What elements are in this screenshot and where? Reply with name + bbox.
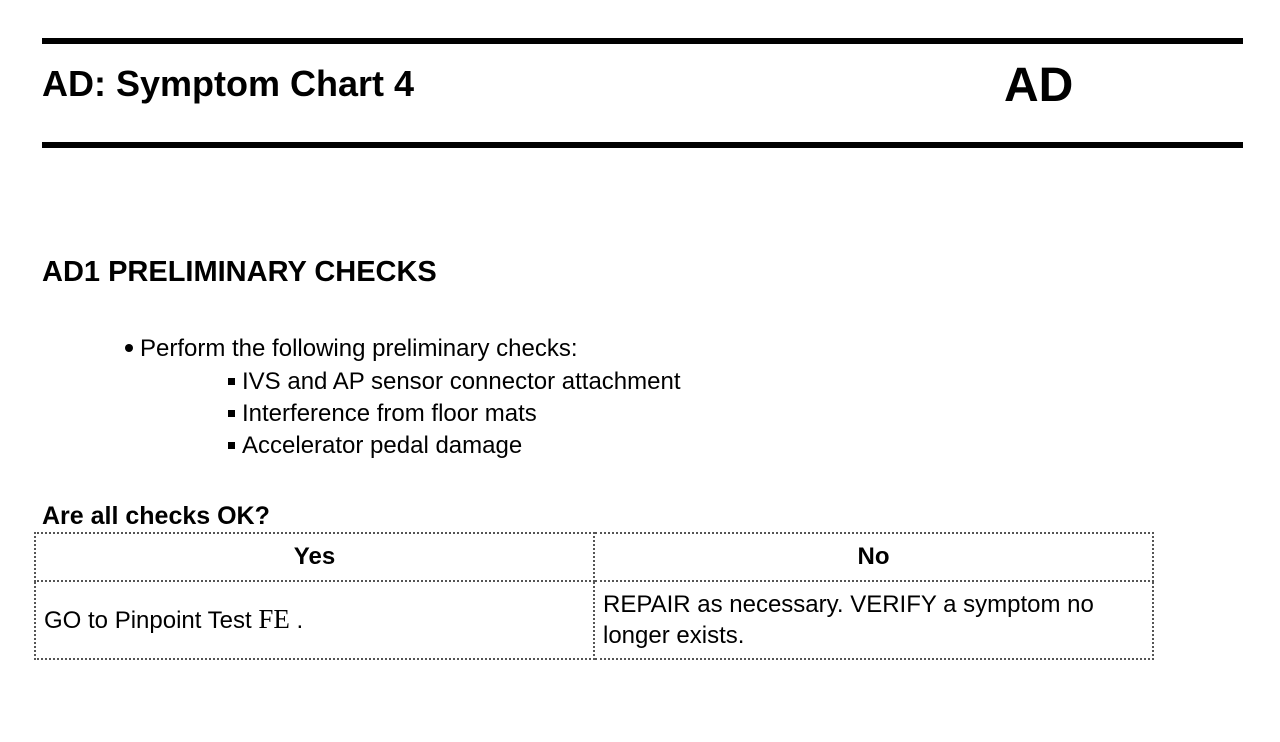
header-top-rule	[42, 38, 1243, 44]
preliminary-checks-bullet	[125, 334, 578, 364]
list-item	[228, 430, 681, 462]
bullet-text: Perform the following preliminary checks:	[140, 335, 578, 362]
header-bottom-rule	[42, 142, 1243, 148]
bullet-dot-icon	[125, 344, 133, 352]
list-item	[228, 398, 681, 430]
no-cell: REPAIR as necessary. VERIFY a symptom no longer exists.	[594, 581, 1153, 659]
yes-text: GO to Pinpoint Test	[44, 607, 259, 634]
square-bullet-icon	[228, 378, 235, 385]
list-item	[228, 366, 681, 398]
yes-cell	[35, 581, 594, 659]
section-heading: AD1 PRELIMINARY CHECKS	[42, 256, 437, 288]
answer-table	[34, 532, 1154, 660]
table-header-row	[35, 533, 1153, 581]
page-title: AD: Symptom Chart 4	[42, 63, 415, 104]
checks-list	[228, 366, 681, 462]
section-code: AD	[1004, 59, 1074, 112]
yes-text-suffix: .	[289, 607, 304, 634]
list-item-text: IVS and AP sensor connector attachment	[242, 368, 681, 395]
square-bullet-icon	[228, 410, 235, 417]
table-row	[35, 581, 1153, 659]
pinpoint-test-link[interactable]: FE	[258, 604, 290, 634]
question-text: Are all checks OK?	[42, 502, 270, 530]
list-item-text: Accelerator pedal damage	[242, 432, 523, 459]
no-header: No	[594, 533, 1153, 581]
yes-header: Yes	[35, 533, 594, 581]
list-item-text: Interference from floor mats	[242, 400, 537, 427]
square-bullet-icon	[228, 442, 235, 449]
